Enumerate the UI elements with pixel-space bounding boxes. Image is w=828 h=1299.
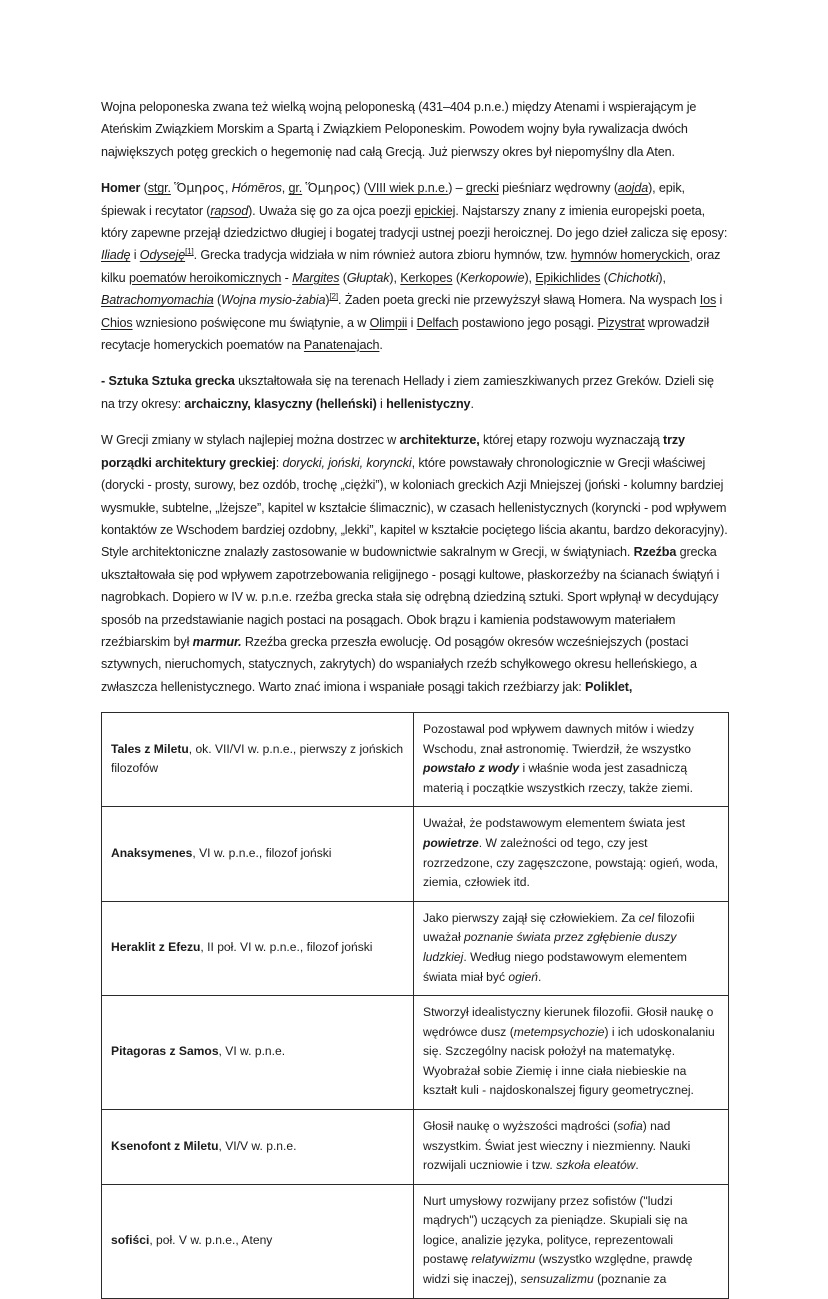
- table-row: [102, 1184, 729, 1298]
- greek-homer-modern: Ὅμηρος: [305, 180, 357, 196]
- philosophers-table-body: [102, 713, 729, 1298]
- description-fragment: sensuzalizmu: [520, 1272, 594, 1287]
- link-batrachomyomachia[interactable]: Batrachomyomachia: [101, 293, 214, 308]
- greek-homer-ancient: Ὅμηρος: [174, 180, 225, 196]
- homer-name: Homer: [101, 181, 141, 196]
- table-row: [102, 996, 729, 1110]
- philosopher-details: , VI/V w. p.n.e.: [218, 1138, 297, 1153]
- text-fragment: -: [281, 270, 293, 285]
- text-fragment: ukształtowała się na terenach Hellady i ziem zamieszkiwanych przez Greków. Dzieli się na trzy okresy:: [101, 374, 714, 411]
- text-fragment: ), epik, śpiewak i recytator (: [101, 181, 685, 218]
- order-names: dorycki, joński, koryncki: [282, 455, 412, 470]
- philosopher-name: Anaksymenes: [111, 845, 193, 860]
- philosopher-description-cell: [414, 1184, 729, 1298]
- link-kerkopes[interactable]: Kerkopes: [400, 270, 453, 285]
- philosopher-name: Pitagoras z Samos: [111, 1044, 219, 1059]
- philosopher-name-cell: [102, 1184, 414, 1298]
- philosopher-details: , ok. VII/VI w. p.n.e., pierwszy z jońskich filozofów: [111, 741, 404, 776]
- text-fragment: i: [376, 396, 387, 411]
- description-fragment: Uważał, że podstawowym elementem świata jest: [423, 816, 686, 831]
- link-iliade[interactable]: Iliadę: [101, 248, 131, 263]
- description-fragment: Pozostawal pod wpływem dawnych mitów i wiedzy Wschodu, znał astronomię. Twierdził, że wszystko: [423, 722, 694, 756]
- description-fragment: metempsychozie: [513, 1024, 605, 1039]
- text-fragment: i: [407, 315, 417, 330]
- text-fragment: której etapy rozwoju wyznaczają: [479, 433, 664, 448]
- homer-transliteration: Hómēros: [231, 181, 282, 196]
- text-fragment: ). Uważa się go za ojca poezji: [248, 203, 415, 218]
- text-fragment: (: [452, 270, 460, 285]
- text-fragment: wzniesiono poświęcone mu świątynie, a w: [132, 315, 370, 330]
- description-fragment: powstało z wody: [423, 761, 520, 776]
- description-fragment: (wszystko względne, prawdę widzi się inaczej),: [423, 1252, 693, 1287]
- philosopher-name-cell: [102, 713, 414, 807]
- link-grecki[interactable]: grecki: [465, 181, 499, 196]
- philosopher-description-cell: [414, 901, 729, 995]
- paragraph-peloponnesian-war: Wojna peloponeska zwana też wielką wojną peloponeską (431–404 p.n.e.) między Atenami i wspierającym je Ateńskim Związkiem Morskim a Spartą i Związkiem Peloponeskim. Powodem wojny była rywalizacja dwóch największych potęg greckich o hegemonię nad całą Grecją. Już pierwszy okres był niepomyślny dla Aten.: [101, 100, 697, 159]
- homer-period: VIII wiek p.n.e.: [367, 181, 449, 196]
- title-kerkopowie: Kerkopowie: [459, 270, 525, 285]
- description-fragment: .: [537, 969, 542, 984]
- philosopher-details: , VI w. p.n.e., filozof joński: [192, 845, 332, 860]
- sculptor-poliklet: Poliklet,: [585, 679, 633, 694]
- text-fragment: i: [130, 248, 140, 263]
- link-hymnow-homeryckich[interactable]: hymnów homeryckich: [570, 248, 690, 263]
- term-marmur: marmur.: [192, 634, 242, 649]
- text-fragment: ),: [524, 270, 536, 285]
- text-fragment: grecka ukształtowała się pod wpływem zapotrzebowania religijnego - posągi kultowe, płaskorzeźby na ścianach świątyń i nagrobkach. Dopiero w IV w. p.n.e. rzeźba grecka stała się odrębną dziedziną sztuki. Sport wpłynął w decydujący sposób na przedstawianie nagich postaci na posągach. Obok brązu i kamienia podstawowym materiałem rzeźbiarskim był: [101, 545, 720, 649]
- philosopher-name-cell: [102, 807, 414, 901]
- philosopher-description-cell: [414, 807, 729, 901]
- text-fragment: . Najstarszy znany z imienia europejski poeta, który zapewne przejął dziedzictwo długiej i bogatej tradycji ustnej poezji heroicznej. Do jego dzieł zalicza się eposy:: [101, 203, 728, 241]
- description-fragment: sofia: [617, 1118, 643, 1133]
- text-fragment: ),: [389, 270, 401, 285]
- link-epikichlides[interactable]: Epikichlides: [535, 270, 601, 285]
- periods-archaic-classical: archaiczny, klasyczny (helleński): [184, 396, 377, 411]
- philosopher-name: Ksenofont z Miletu: [111, 1138, 219, 1153]
- description-fragment: (poznanie za: [593, 1272, 667, 1287]
- text-fragment: .: [379, 338, 383, 353]
- text-fragment: , które powstawały chronologicznie w Grecji właściwej (dorycki - prosty, surowy, bez ozdób, trochę „ciężki”), w koloniach greckich Azji Mniejszej (joński - kolumny bardziej wysmukłe, subtelne, „lżejsze”, kapitel w kształcie ślimacznic), w czasach hellenistycznych (koryncki - pod wpływem kontaktów ze Wschodem bardziej ozdobny, „lekki”, kapitel w kształcie pociętego liścia akantu, bardzo dekoracyjny). Style architektoniczne znalazły zastosowanie w budownictwie sakralnym w Grecji, w świątyniach.: [101, 455, 728, 560]
- philosopher-details: , poł. V w. p.n.e., Ateny: [149, 1232, 273, 1247]
- description-fragment: relatywizmu: [471, 1252, 536, 1267]
- paragraph-homer: Homer (stgr. Ὅμηρος, Hómēros, gr. Ὅμηρος) (VIII wiek p.n.e.) – grecki pieśniarz wędrowny (aojda), epik, śpiewak i recytator (rapsod). Uważa się go za ojca poezji epickiej. Najstarszy znany z imienia europejski poeta, który zapewne przejął dziedzictwo długiej i bogatej tradycji ustnej poezji heroicznej. Do jego dzieł zalicza się eposy: Iliadę i Odyseję[1]. Grecka tradycja widziała w nim również autora zbioru hymnów, tzw. hymnów homeryckich, oraz kilku poematów heroikomicznych - Margites (Głuptak), Kerkopes (Kerkopowie), Epikichlides (Chichotki), Batrachomyomachia (Wojna mysio-żabia)[2]. Żaden poeta grecki nie przewyższył sławą Homera. Na wyspach Ios i Chios wzniesiono poświęcone mu świątynie, a w Olimpii i Delfach postawiono jego posągi. Pizystrat wprowadził recytacje homeryckich poematów na Panatenajach.: [101, 180, 728, 353]
- gr-abbrev: gr.: [288, 181, 303, 196]
- link-pizystrat[interactable]: Pizystrat: [597, 315, 645, 330]
- link-chios[interactable]: Chios: [101, 315, 133, 330]
- link-margites[interactable]: Margites: [292, 270, 340, 285]
- text-fragment: W Grecji zmiany w stylach najlepiej można dostrzec w: [101, 433, 400, 448]
- text-fragment: (: [213, 293, 222, 308]
- heading-sztuka-grecka: Sztuka Sztuka grecka: [108, 374, 235, 389]
- description-fragment: . W zależności od tego, czy jest rozrzedzone, czy zagęszczone, powstają: ogień, woda, ziemia, człowiek itd.: [423, 836, 719, 890]
- footnote-ref-1[interactable]: [1]: [185, 247, 194, 257]
- philosopher-name: sofiści: [111, 1232, 150, 1247]
- link-delfach[interactable]: Delfach: [416, 315, 459, 330]
- term-rzezba: Rzeźba: [633, 545, 677, 560]
- description-fragment: poznanie świata przez zgłębienie duszy ludzkiej: [423, 930, 677, 964]
- footnote-ref-2[interactable]: [2]: [329, 292, 338, 302]
- text-fragment: :: [275, 455, 283, 470]
- paragraph-greek-art: [101, 370, 730, 415]
- philosopher-name-cell: [102, 996, 414, 1110]
- text-fragment: . Żaden poeta grecki nie przewyższył sławą Homera. Na wyspach: [337, 293, 700, 308]
- term-architekturze: architekturze,: [399, 433, 480, 448]
- text-fragment: . Grecka tradycja widziała w nim również autora zbioru hymnów, tzw.: [193, 248, 571, 263]
- description-fragment: cel: [638, 910, 655, 925]
- description-fragment: powietrze: [423, 836, 479, 851]
- table-row: [102, 713, 729, 807]
- text-fragment: (: [339, 270, 347, 285]
- description-fragment: ) nad wszystkim. Świat jest wieczny i niezmienny. Nauki rozwijali uczniowie i tzw.: [423, 1118, 691, 1173]
- text-fragment: ): [325, 293, 330, 308]
- description-fragment: i właśnie woda jest zasadniczą materią i początkie wszystkich rzeczy, także ziemi.: [423, 761, 693, 795]
- philosophers-table: [101, 712, 729, 1298]
- title-wojna-mysio-zabia: Wojna mysio-żabia: [221, 293, 326, 308]
- link-ios[interactable]: Ios: [699, 293, 717, 308]
- title-chichotki: Chichotki: [607, 270, 659, 285]
- text-fragment: pieśniarz wędrowny (: [498, 181, 618, 196]
- period-hellenistic: hellenistyczny: [386, 396, 471, 411]
- philosopher-name-cell: [102, 901, 414, 995]
- link-odyseje[interactable]: Odyseję: [139, 248, 186, 263]
- description-fragment: filozofii uważał: [423, 910, 695, 945]
- link-epickiej[interactable]: epickiej: [414, 203, 456, 218]
- text-fragment: wprowadził recytacje homeryckich poematów na: [101, 315, 710, 353]
- description-fragment: szkoła eleatów: [556, 1158, 636, 1173]
- table-row: [102, 901, 729, 995]
- link-rapsod[interactable]: rapsod: [210, 203, 249, 218]
- description-fragment: Jako pierwszy zajął się człowiekiem. Za: [423, 910, 639, 925]
- table-row: [102, 1109, 729, 1184]
- philosopher-name-cell: [102, 1109, 414, 1184]
- text-fragment: postawiono jego posągi.: [458, 315, 598, 330]
- philosopher-description-cell: [414, 996, 729, 1110]
- description-fragment: Stworzył idealistyczny kierunek filozofii. Głosił naukę o wędrówce dusz (: [423, 1005, 714, 1039]
- text-fragment: .: [470, 396, 474, 411]
- term-three-orders: trzy porządki architektury greckiej: [101, 433, 685, 470]
- philosopher-name: Heraklit z Efezu: [111, 940, 201, 955]
- link-aojda[interactable]: aojda: [617, 181, 649, 196]
- description-fragment: .: [635, 1158, 639, 1173]
- text-fragment: i: [716, 293, 723, 308]
- dash-prefix: -: [101, 374, 109, 389]
- link-olimpii[interactable]: Olimpii: [369, 315, 408, 330]
- text-fragment: , oraz kilku: [101, 248, 721, 285]
- stgr-abbrev: stgr.: [147, 181, 171, 196]
- philosopher-details: , II poł. VI w. p.n.e., filozof joński: [200, 940, 373, 955]
- title-gluptak: Głuptak: [346, 270, 390, 285]
- link-poematow-heroikomicznych[interactable]: poematów heroikomicznych: [128, 270, 282, 285]
- philosopher-description-cell: [414, 1109, 729, 1184]
- philosopher-name: Tales z Miletu: [111, 741, 189, 756]
- philosopher-details: , VI w. p.n.e.: [218, 1044, 286, 1059]
- description-fragment: ) i ich udoskonalaniu się. Szczególny nacisk położył na matematykę. Wyobrażał sobie Ziemię i inne ciała niebieskie na kształt kuli - najdoskonalszej figury geometrycznej.: [423, 1024, 715, 1098]
- philosopher-description-cell: [414, 713, 729, 807]
- text-fragment: ),: [658, 270, 666, 285]
- table-row: [102, 807, 729, 901]
- paragraph-architecture-sculpture: [101, 429, 730, 698]
- description-fragment: . Według niego podstawowym elementem świata miał być: [423, 949, 687, 984]
- description-fragment: ogień: [508, 969, 538, 984]
- text-fragment: (: [600, 270, 608, 285]
- description-fragment: Nurt umysłowy rozwijany przez sofistów ("ludzi mądrych") uczących za pieniądze. Skupiali się na logice, analizie języka, polityce, reprezentowali postawę: [423, 1193, 688, 1267]
- text-fragment: Rzeźba grecka przeszła ewolucję. Od posągów okresów wcześniejszych (postaci sztywnych, nieruchomych, statycznych, zakrytych) do wspaniałych rzeźb schyłkowego okresu helleńskiego, a zwłaszcza hellenistycznego. Warto znać imiona i wspaniałe posągi takich rzeźbiarzy jak:: [101, 634, 697, 694]
- link-panatenajach[interactable]: Panatenajach: [303, 338, 380, 353]
- description-fragment: Głosił naukę o wyższości mądrości (: [423, 1118, 618, 1133]
